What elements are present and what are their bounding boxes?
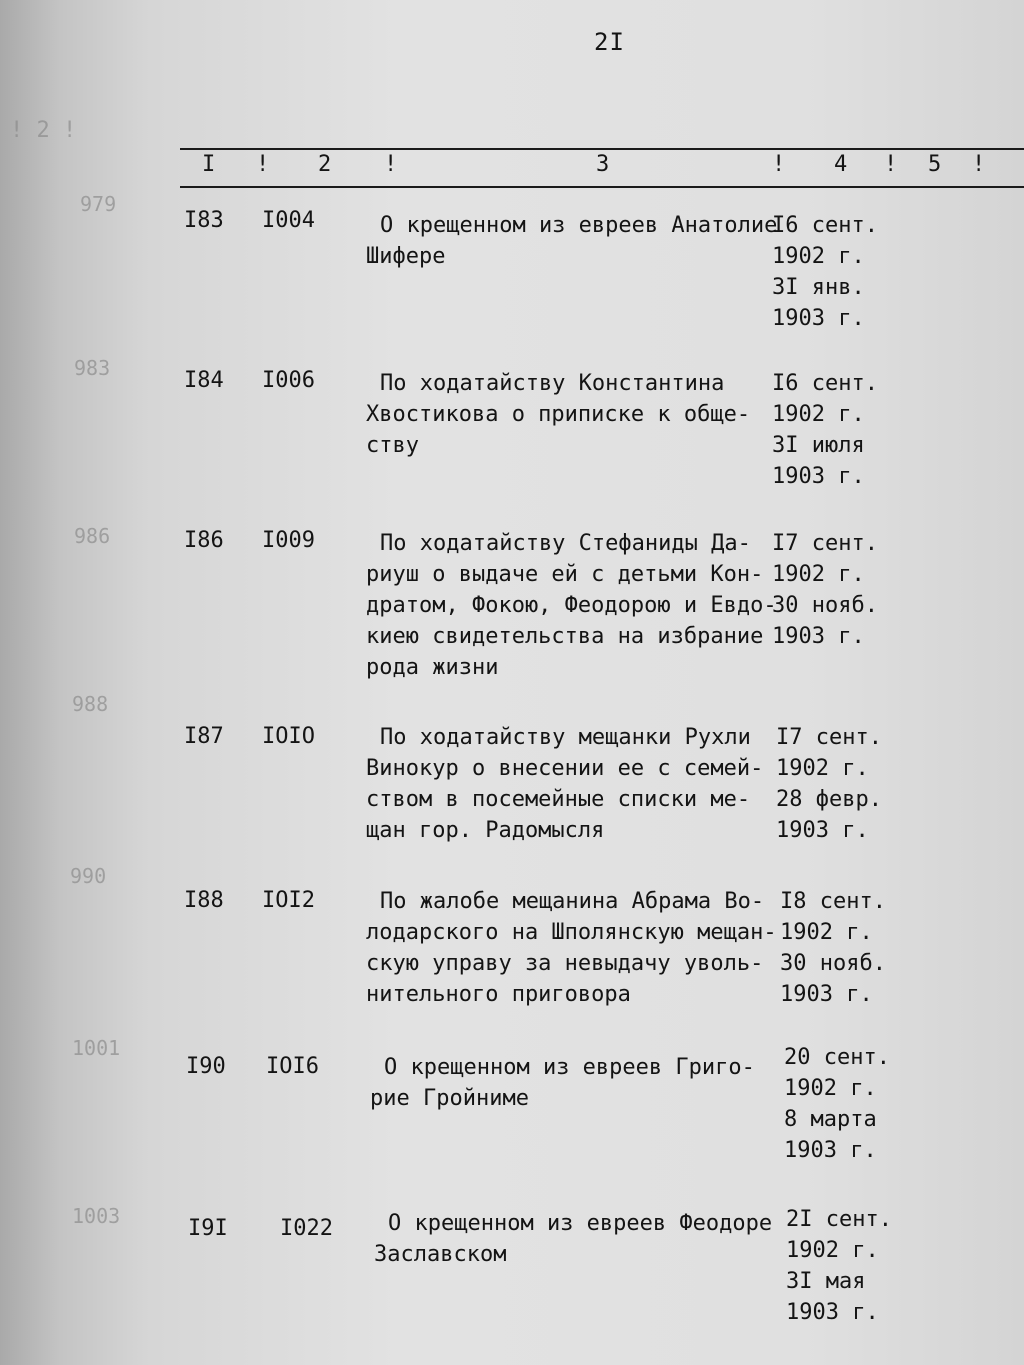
bleed-through-text [396,688,817,712]
date-line: 1902 г. [772,402,865,427]
description-line: По ходатайству мещанки Рухли [380,725,751,750]
date-line: 1903 г. [780,982,873,1007]
description-line: По ходатайству Константина [380,371,725,396]
date-line: 1903 г. [772,306,865,331]
col-separator: ! [772,152,786,177]
margin-mark-7: 1003 [72,1204,121,1228]
date-line: 1903 г. [776,818,869,843]
description-line: киею свидетельства на избрание [366,624,764,649]
row-number: I90 [186,1054,226,1079]
date-line: I6 сент. [772,371,878,396]
date-line: 28 февр. [776,787,882,812]
page-number: 2I [594,28,625,56]
date-line: 1902 г. [772,562,865,587]
col-separator: ! [972,152,986,177]
date-line: 1902 г. [786,1238,879,1263]
description-line: По жалобе мещанина Абрама Во- [380,889,765,914]
row-dates [772,210,878,334]
col-separator: ! [256,152,270,177]
margin-mark-1: 979 [80,192,117,216]
row-dates [784,1042,890,1166]
date-line: 3I мая [786,1269,866,1294]
header-rule-bottom [180,186,1024,188]
date-line: I7 сент. [776,725,882,750]
margin-mark-4: 988 [72,692,109,716]
date-line: I6 сент. [772,213,878,238]
description-line: скую управу за невыдачу уволь- [366,951,764,976]
description-line: По ходатайству Стефаниды Да- [380,531,751,556]
description-line: ству [366,433,419,458]
date-line: I7 сент. [772,531,878,556]
description-line: Винокур о внесении ее с семей- [366,756,764,781]
description-line: лодарского на Шполянскую мещан- [366,920,777,945]
row-dates [772,368,878,492]
file-number: IOIO [262,724,315,749]
date-line: 20 сент. [784,1045,890,1070]
margin-mark-5: 990 [70,864,107,888]
date-line: 1903 г. [786,1300,879,1325]
description-line: Хвостикова о приписке к обще- [366,402,751,427]
date-line: 1902 г. [780,920,873,945]
description-line: рода жизни [366,655,499,680]
row-description [366,210,790,272]
row-description [366,368,790,461]
description-line: риуш о выдаче ей с детьми Кон- [366,562,764,587]
row-dates [776,722,882,846]
row-description [366,528,790,683]
date-line: 1903 г. [772,464,865,489]
file-number: I006 [262,368,315,393]
date-line: 1903 г. [784,1138,877,1163]
col-header-4: 4 [834,152,848,177]
row-number: I9I [188,1216,228,1241]
date-line: 1902 г. [784,1076,877,1101]
date-line: 3I янв. [772,275,865,300]
row-description [366,886,790,1010]
col-separator: ! [384,152,398,177]
date-line: I8 сент. [780,889,886,914]
description-line: О крещенном из евреев Феодоре [388,1211,773,1236]
row-number: I84 [184,368,224,393]
margin-mark-3: 986 [74,524,111,548]
header-rule-top [180,148,1024,150]
date-line: 1902 г. [772,244,865,269]
date-line: 2I сент. [786,1207,892,1232]
row-description [370,1052,794,1114]
description-line: ством в посемейные списки ме- [366,787,751,812]
description-line: О крещенном из евреев Григо- [384,1055,755,1080]
file-number: I004 [262,208,315,233]
description-line: нительного приговора [366,982,631,1007]
row-number: I86 [184,528,224,553]
description-line: дратом, Фокою, Феодорою и Евдо- [366,593,777,618]
description-line: щан гор. Радомысля [366,818,605,843]
date-line: 30 нояб. [772,593,878,618]
row-number: I88 [184,888,224,913]
description-line: О крещенном из евреев Анатолие [380,213,778,238]
margin-mark-6: 1001 [72,1036,121,1060]
description-line: Шифере [366,244,446,269]
row-number: I87 [184,724,224,749]
file-number: I022 [280,1216,333,1241]
margin-mark-2: 983 [74,356,111,380]
row-dates [772,528,878,652]
row-description [374,1208,798,1270]
col-separator: ! [884,152,898,177]
date-line: 3I июля [772,433,865,458]
row-number: I83 [184,208,224,233]
col-header-1: I [202,152,216,177]
file-number: I009 [262,528,315,553]
row-description [366,722,790,846]
row-dates [780,886,886,1010]
file-number: IOI6 [266,1054,319,1079]
file-number: IOI2 [262,888,315,913]
col-header-5: 5 [928,152,942,177]
col-header-2: 2 [318,152,332,177]
row-dates [786,1204,892,1328]
col-header-3: 3 [596,152,610,177]
date-line: 1903 г. [772,624,865,649]
description-line: Заславском [374,1242,507,1267]
margin-top-marks: ! 2 ! [10,118,77,143]
date-line: 30 нояб. [780,951,886,976]
description-line: рие Гройниме [370,1086,529,1111]
date-line: 1902 г. [776,756,869,781]
date-line: 8 марта [784,1107,877,1132]
left-margin-bleed [0,0,180,1365]
